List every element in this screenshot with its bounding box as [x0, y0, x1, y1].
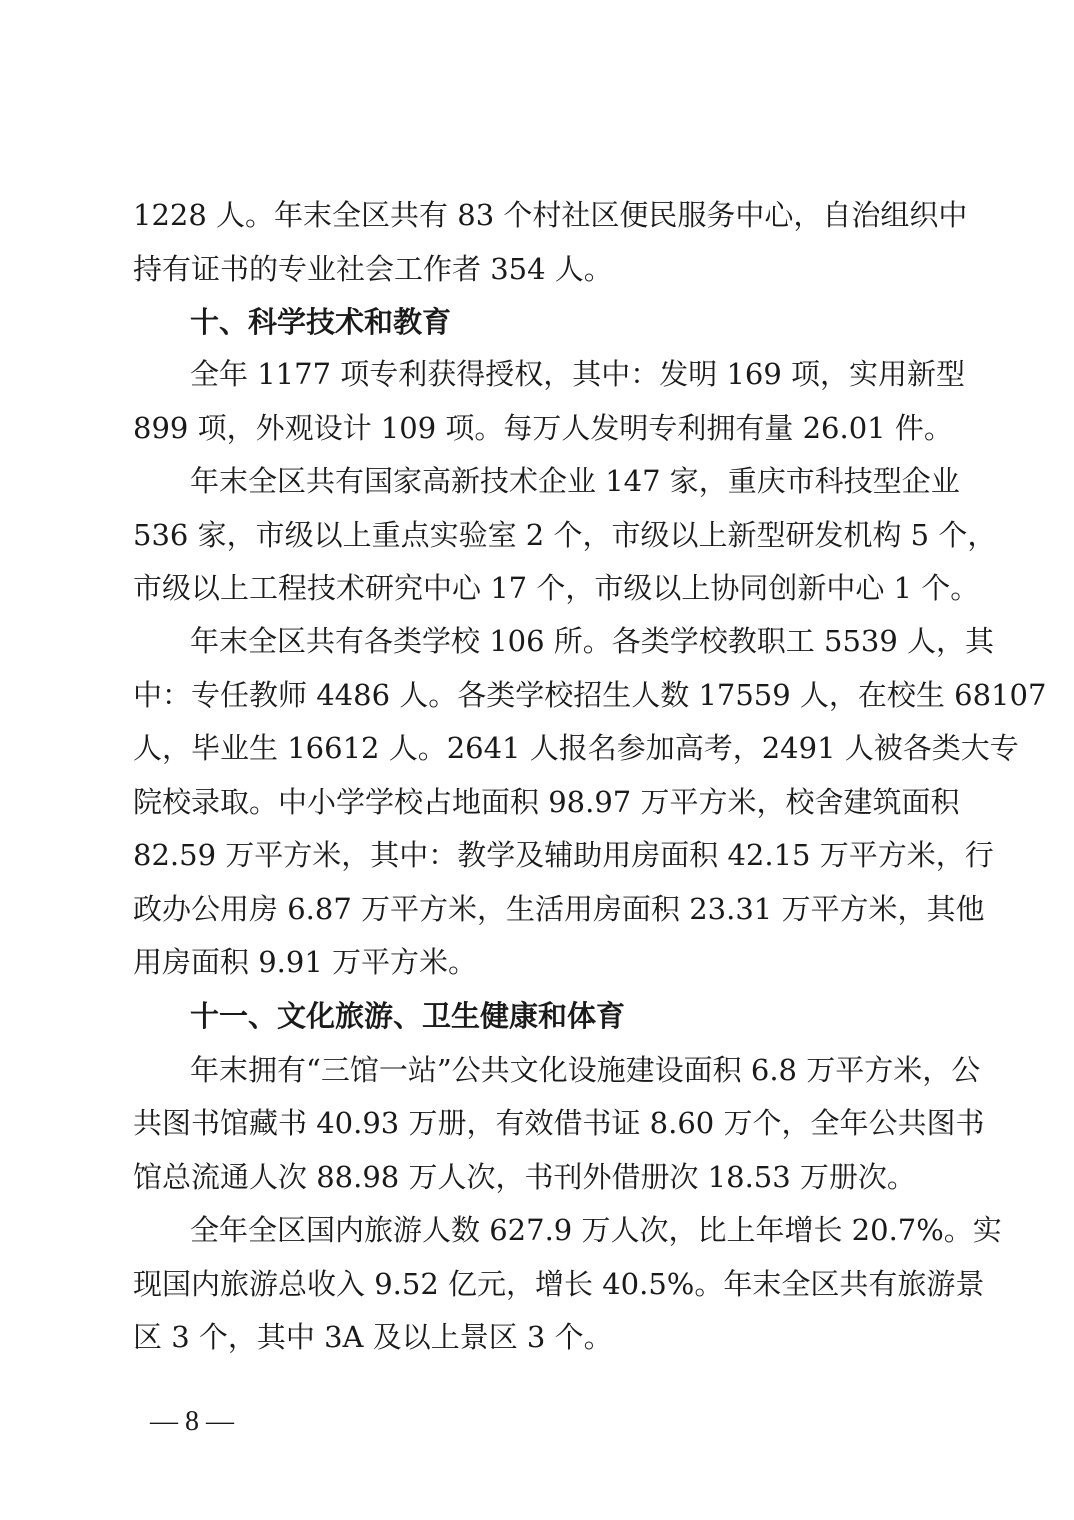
paragraph-line: 市级以上工程技术研究中心 17 个，市级以上协同创新中心 1 个。	[133, 571, 980, 605]
page-number: — 8 —	[150, 1406, 234, 1437]
paragraph-line: 院校录取。中小学学校占地面积 98.97 万平方米，校舍建筑面积	[133, 785, 960, 819]
paragraph-line: 现国内旅游总收入 9.52 亿元，增长 40.5%。年末全区共有旅游景	[133, 1267, 985, 1301]
paragraph-line: 中：专任教师 4486 人。各类学校招生人数 17559 人，在校生 68107	[133, 678, 1047, 712]
paragraph-line: 持有证书的专业社会工作者 354 人。	[133, 252, 613, 286]
paragraph-line: 年末全区共有国家高新技术企业 147 家，重庆市科技型企业	[190, 464, 960, 498]
section-heading-science-education: 十、科学技术和教育	[190, 305, 452, 339]
paragraph-line: 899 项，外观设计 109 项。每万人发明专利拥有量 26.01 件。	[133, 411, 953, 445]
paragraph-line: 全年 1177 项专利获得授权，其中：发明 169 项，实用新型	[190, 357, 966, 391]
paragraph-line: 人，毕业生 16612 人。2641 人报名参加高考，2491 人被各类大专	[133, 731, 1019, 765]
paragraph-line: 年末全区共有各类学校 106 所。各类学校教职工 5539 人，其	[190, 624, 995, 658]
paragraph-line: 全年全区国内旅游人数 627.9 万人次，比上年增长 20.7%。实	[190, 1213, 1002, 1247]
paragraph-line: 年末拥有“三馆一站”公共文化设施建设面积 6.8 万平方米，公	[190, 1053, 981, 1087]
section-heading-culture-tourism: 十一、文化旅游、卫生健康和体育	[190, 999, 626, 1033]
paragraph-line: 政办公用房 6.87 万平方米，生活用房面积 23.31 万平方米，其他	[133, 892, 985, 926]
paragraph-line: 区 3 个，其中 3A 及以上景区 3 个。	[133, 1320, 613, 1354]
paragraph-line: 共图书馆藏书 40.93 万册，有效借书证 8.60 万个，全年公共图书	[133, 1106, 985, 1140]
paragraph-line: 1228 人。年末全区共有 83 个村社区便民服务中心，自治组织中	[133, 198, 968, 232]
paragraph-line: 82.59 万平方米，其中：教学及辅助用房面积 42.15 万平方米，行	[133, 838, 994, 872]
paragraph-line: 用房面积 9.91 万平方米。	[133, 945, 478, 979]
paragraph-line: 馆总流通人次 88.98 万人次，书刊外借册次 18.53 万册次。	[133, 1160, 916, 1194]
paragraph-line: 536 家，市级以上重点实验室 2 个，市级以上新型研发机构 5 个，	[133, 518, 997, 552]
